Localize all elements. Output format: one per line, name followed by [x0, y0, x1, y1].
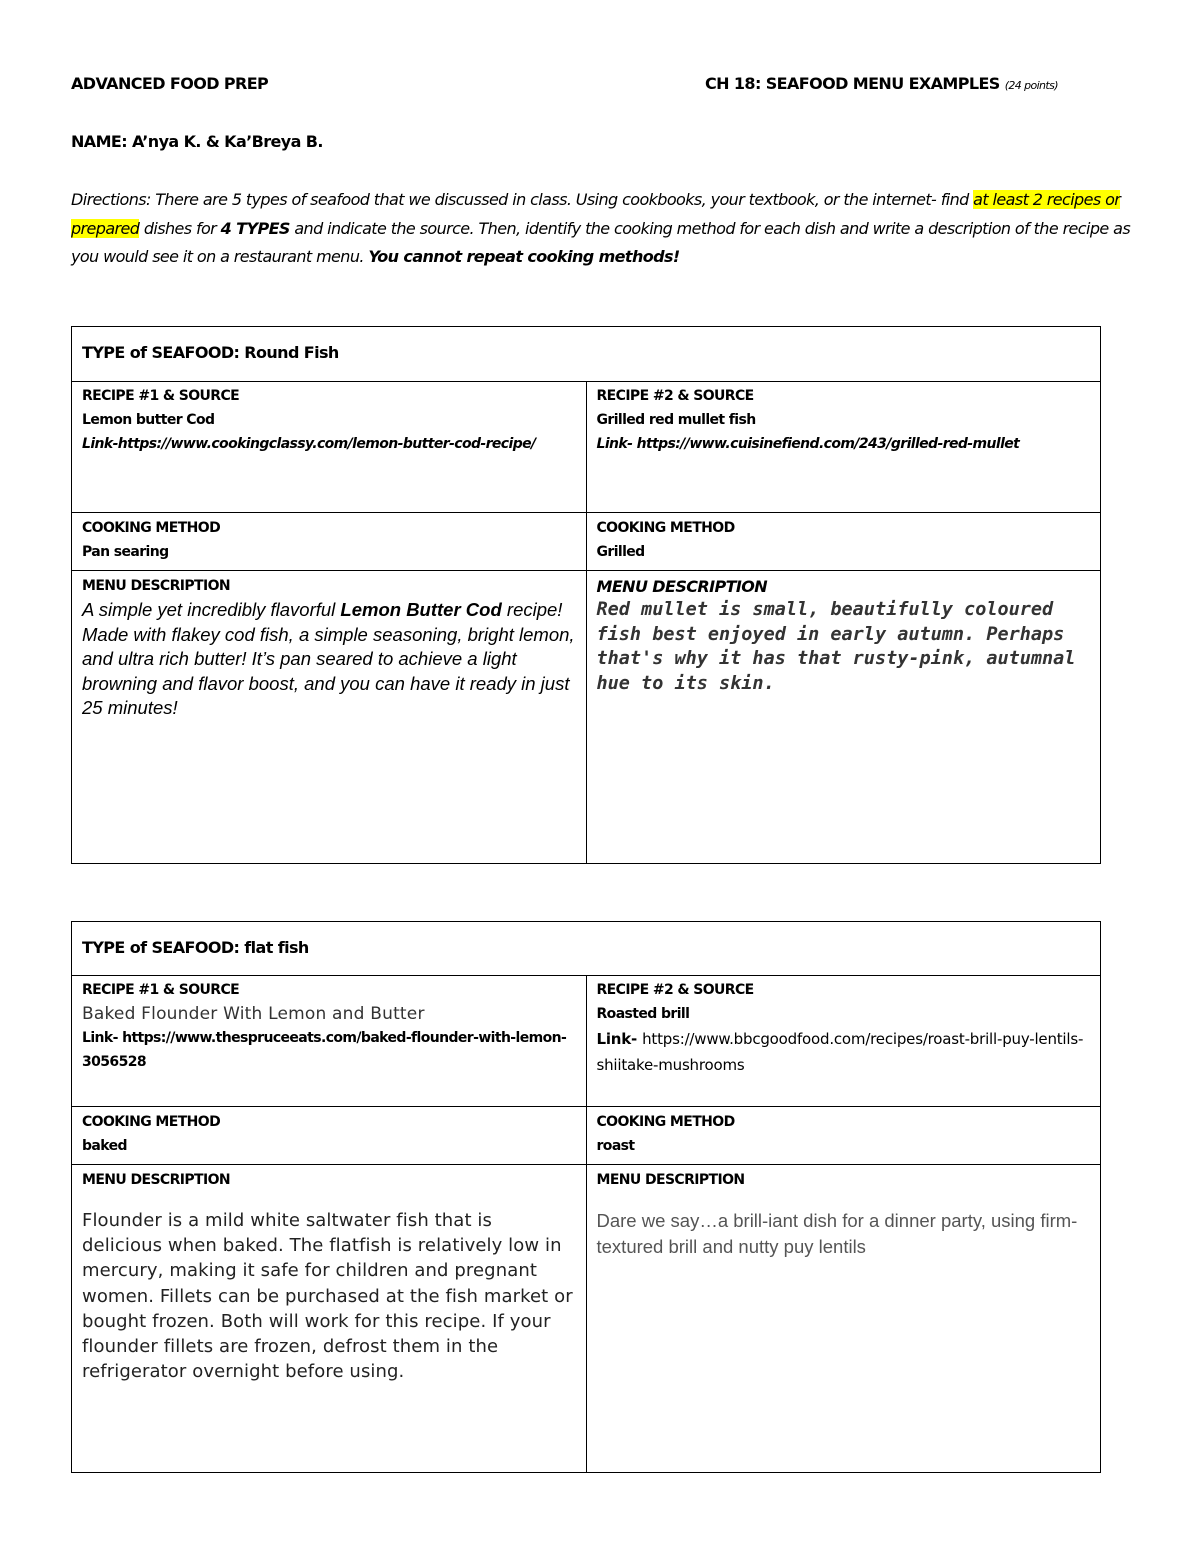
method-2-label: COOKING METHOD: [596, 520, 735, 536]
description-1-part-a: A simple yet incredibly flavorful: [82, 599, 341, 620]
recipe-1-title: Lemon butter Cod: [82, 412, 215, 428]
recipe-2-label: RECIPE #2 & SOURCE: [596, 982, 754, 998]
recipe-2-link-url[interactable]: https://www.bbcgoodfood.com/recipes/roast-brill-puy-lentils-shiitake-mushrooms: [596, 1030, 1084, 1074]
description-1-label: MENU DESCRIPTION: [82, 1172, 231, 1188]
directions-types: 4 TYPES: [220, 218, 290, 238]
description-1-label: MENU DESCRIPTION: [82, 578, 231, 594]
description-1-part-c: recipe! Made with flakey cod fish, a simple seasoning, bright lemon, and ultra rich butter! It’s pan seared to achieve a light browning and flavor boost, and you can have it ready in just 25 minutes!: [82, 599, 575, 719]
method-1-label: COOKING METHOD: [82, 1114, 221, 1130]
recipe-1-title: Baked Flounder With Lemon and Butter: [82, 1004, 425, 1024]
recipe-2-title: Grilled red mullet fish: [596, 412, 756, 428]
description-1-cell: [72, 571, 587, 864]
recipe-1-cell: [72, 976, 587, 1107]
recipe-1-link[interactable]: Link-https://www.cookingclassy.com/lemon-butter-cod-recipe/: [82, 436, 536, 452]
method-1-value: baked: [82, 1138, 127, 1154]
method-1-cell: [72, 513, 587, 571]
directions-text-2: dishes for: [139, 218, 221, 238]
recipe-2-link[interactable]: [597, 1026, 1091, 1078]
description-2-text: Red mullet is small, beautifully coloured fish best enjoyed in early autumn. Perhaps that's why it has that rusty-pink, autumnal hue to its skin.: [596, 599, 1076, 694]
recipe-1-label: RECIPE #1 & SOURCE: [82, 982, 240, 998]
directions-text-1: Directions: There are 5 types of seafood that we discussed in class. Using cookbooks, your textbook, or the internet- find: [71, 190, 974, 209]
recipe-2-cell: [586, 382, 1101, 513]
recipe-1-link[interactable]: Link- https://www.thespruceeats.com/baked-flounder-with-lemon-3056528: [82, 1030, 567, 1070]
recipe-2-label: RECIPE #2 & SOURCE: [596, 388, 754, 404]
description-2-label: MENU DESCRIPTION: [596, 577, 768, 596]
method-2-value: roast: [596, 1138, 635, 1154]
directions-rule: You cannot repeat cooking methods!: [368, 247, 680, 266]
method-2-cell: [586, 513, 1101, 571]
description-1-text: [82, 598, 576, 721]
seafood-table-flat-fish: [71, 921, 1101, 1473]
description-2-text: Dare we say…a brill-iant dish for a dinner party, using firm-textured brill and nutty puy lentils: [596, 1210, 1078, 1257]
seafood-type: TYPE of SEAFOOD: Round Fish: [72, 327, 1101, 382]
recipe-1-label: RECIPE #1 & SOURCE: [82, 388, 240, 404]
recipe-2-link-prefix: Link-: [596, 1030, 643, 1048]
recipe-2-cell: [586, 976, 1101, 1107]
seafood-type: TYPE of SEAFOOD: flat fish: [72, 922, 1101, 976]
recipe-2-link[interactable]: Link- https://www.cuisinefiend.com/243/grilled-red-mullet: [596, 436, 1020, 452]
method-1-cell: [72, 1107, 587, 1165]
seafood-table-round-fish: [71, 326, 1101, 864]
points-label: (24 points): [1004, 79, 1058, 92]
description-2-cell: [586, 1165, 1101, 1473]
description-2-cell: [586, 571, 1101, 864]
method-1-value: Pan searing: [82, 544, 169, 560]
method-2-value: Grilled: [596, 544, 645, 560]
method-2-label: COOKING METHOD: [596, 1114, 735, 1130]
recipe-2-title: Roasted brill: [596, 1006, 690, 1022]
description-1-cell: [72, 1165, 587, 1473]
course-title: ADVANCED FOOD PREP: [71, 74, 269, 93]
assignment-name: CH 18: SEAFOOD MENU EXAMPLES: [705, 74, 1000, 93]
description-1-dish: Lemon Butter Cod: [340, 599, 502, 620]
assignment-title: [705, 74, 1058, 93]
recipe-1-cell: [72, 382, 587, 513]
method-1-label: COOKING METHOD: [82, 520, 221, 536]
description-2-label: MENU DESCRIPTION: [596, 1172, 745, 1188]
directions-text-3: and indicate the source. Then, identify the cooking method for each dish and write a description of the recipe as you would see it on a restaurant menu.: [71, 218, 1131, 266]
directions-paragraph: [71, 186, 1131, 272]
directions-highlight: at least 2 recipes or prepared: [71, 190, 1121, 238]
student-names: NAME: A’nya K. & Ka’Breya B.: [71, 132, 323, 151]
description-1-text: Flounder is a mild white saltwater fish that is delicious when baked. The flatfish is relatively low in mercury, making it safe for children and pregnant women. Fillets can be purchased at the fish market or bought frozen. Both will work for this recipe. If your flounder fillets are frozen, defrost them in the refrigerator overnight before using.: [82, 1210, 573, 1383]
method-2-cell: [586, 1107, 1101, 1165]
